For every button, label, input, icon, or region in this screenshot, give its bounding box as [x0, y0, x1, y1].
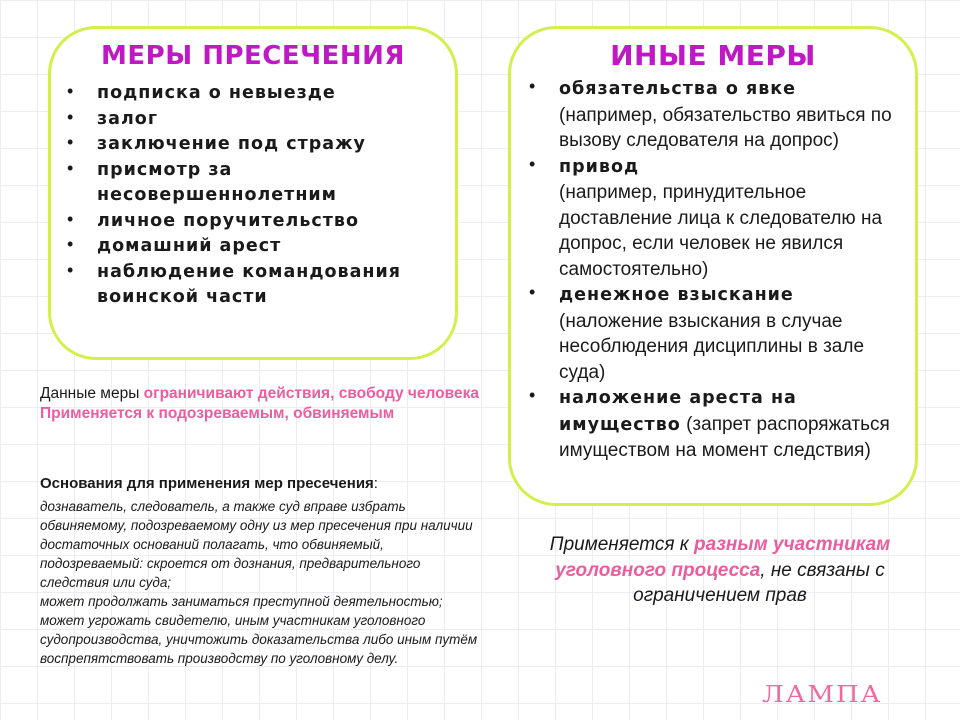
list-item: [529, 385, 915, 464]
grounds-heading: [40, 474, 490, 494]
other-measures-title: ИНЫЕ МЕРЫ: [610, 39, 816, 72]
measure-label: подписка о невыезде: [97, 83, 336, 103]
applies-before: Применяется к: [549, 534, 695, 555]
list-item: [67, 107, 455, 133]
measure-label: наблюдение командования воинской части: [97, 261, 401, 307]
grounds-text: дознаватель, следователь, а также суд вправе избрать обвиняемому, подозреваемому одну из мер пресечения при наличии достаточных оснований полагать, что обвиняемый, подозреваемый: скроется от дознания, предварительного следствия или суда; может продолжать заниматься преступной деятельностью; может угрожать свидетелю, иным участникам уголовного судопроизводства, уничтожить доказательства либо иным путём воспрепятствовать производству по уголовному делу.: [40, 499, 478, 666]
bullet: •: [67, 106, 74, 127]
other-measures-card: [508, 26, 918, 506]
bullet: •: [67, 259, 74, 280]
bullet: •: [67, 234, 74, 254]
measure-heading: привод: [559, 156, 640, 177]
bullet: •: [67, 81, 74, 101]
bullet: •: [529, 76, 536, 96]
bullet: •: [67, 157, 74, 178]
restriction-lead: Данные меры: [40, 385, 144, 402]
measure-label: заключение под стражу: [97, 134, 366, 154]
applies-highlight: разным участникам уголовного процесса: [555, 534, 891, 581]
measure-heading: обязательства о явке: [559, 79, 797, 99]
measure-description: (например, обязательство явиться по вызову следователя на допрос): [559, 104, 892, 151]
bullet: •: [529, 153, 536, 174]
preventive-measures-title: МЕРЫ ПРЕСЕЧЕНИЯ: [101, 41, 405, 71]
bullet: •: [67, 132, 74, 152]
grounds-heading-text: Основания для применения мер пресечения: [40, 475, 374, 492]
preventive-measures-list: [67, 81, 455, 311]
grounds-section: [40, 474, 490, 668]
preventive-measures-card: [48, 26, 458, 360]
applies-after: , не связаны с ограничением прав: [633, 559, 885, 606]
restriction-note: [40, 384, 500, 424]
measure-description: (наложение взыскания в случае несоблюдения дисциплины в зале суда): [559, 310, 865, 383]
list-item: [67, 234, 455, 260]
list-item: [67, 132, 455, 158]
list-item: [67, 81, 455, 107]
list-item: [67, 209, 455, 235]
list-item: [529, 76, 915, 154]
bullet: •: [529, 282, 536, 302]
list-item: [67, 260, 455, 311]
list-item: [529, 282, 915, 385]
restriction-highlight: ограничивают действия, свободу человека: [143, 385, 479, 402]
applies-to-suspects: Применяется к подозреваемым, обвиняемым: [40, 405, 395, 422]
measure-label: домашний арест: [97, 236, 282, 256]
measure-description: (запрет распоряжаться имуществом на момент следствия): [559, 413, 890, 461]
measure-label: присмотр за несовершеннолетним: [97, 159, 337, 205]
measure-description: (например, принудительное доставление лица к следователю на допрос, если человек не явился самостоятельно): [559, 182, 883, 280]
other-measures-note: [520, 532, 920, 609]
measure-heading: денежное взыскание: [559, 285, 794, 305]
lampa-logo: ЛАМПА: [762, 681, 883, 709]
other-measures-list: [529, 76, 915, 464]
bullet: •: [67, 208, 74, 229]
bullet: •: [529, 385, 536, 405]
measure-label: личное поручительство: [97, 210, 360, 231]
measure-heading: наложение ареста на имущество: [559, 388, 797, 435]
grounds-heading-colon: :: [373, 475, 378, 492]
list-item: [529, 154, 915, 283]
measure-label: залог: [97, 108, 158, 129]
list-item: [67, 158, 455, 209]
